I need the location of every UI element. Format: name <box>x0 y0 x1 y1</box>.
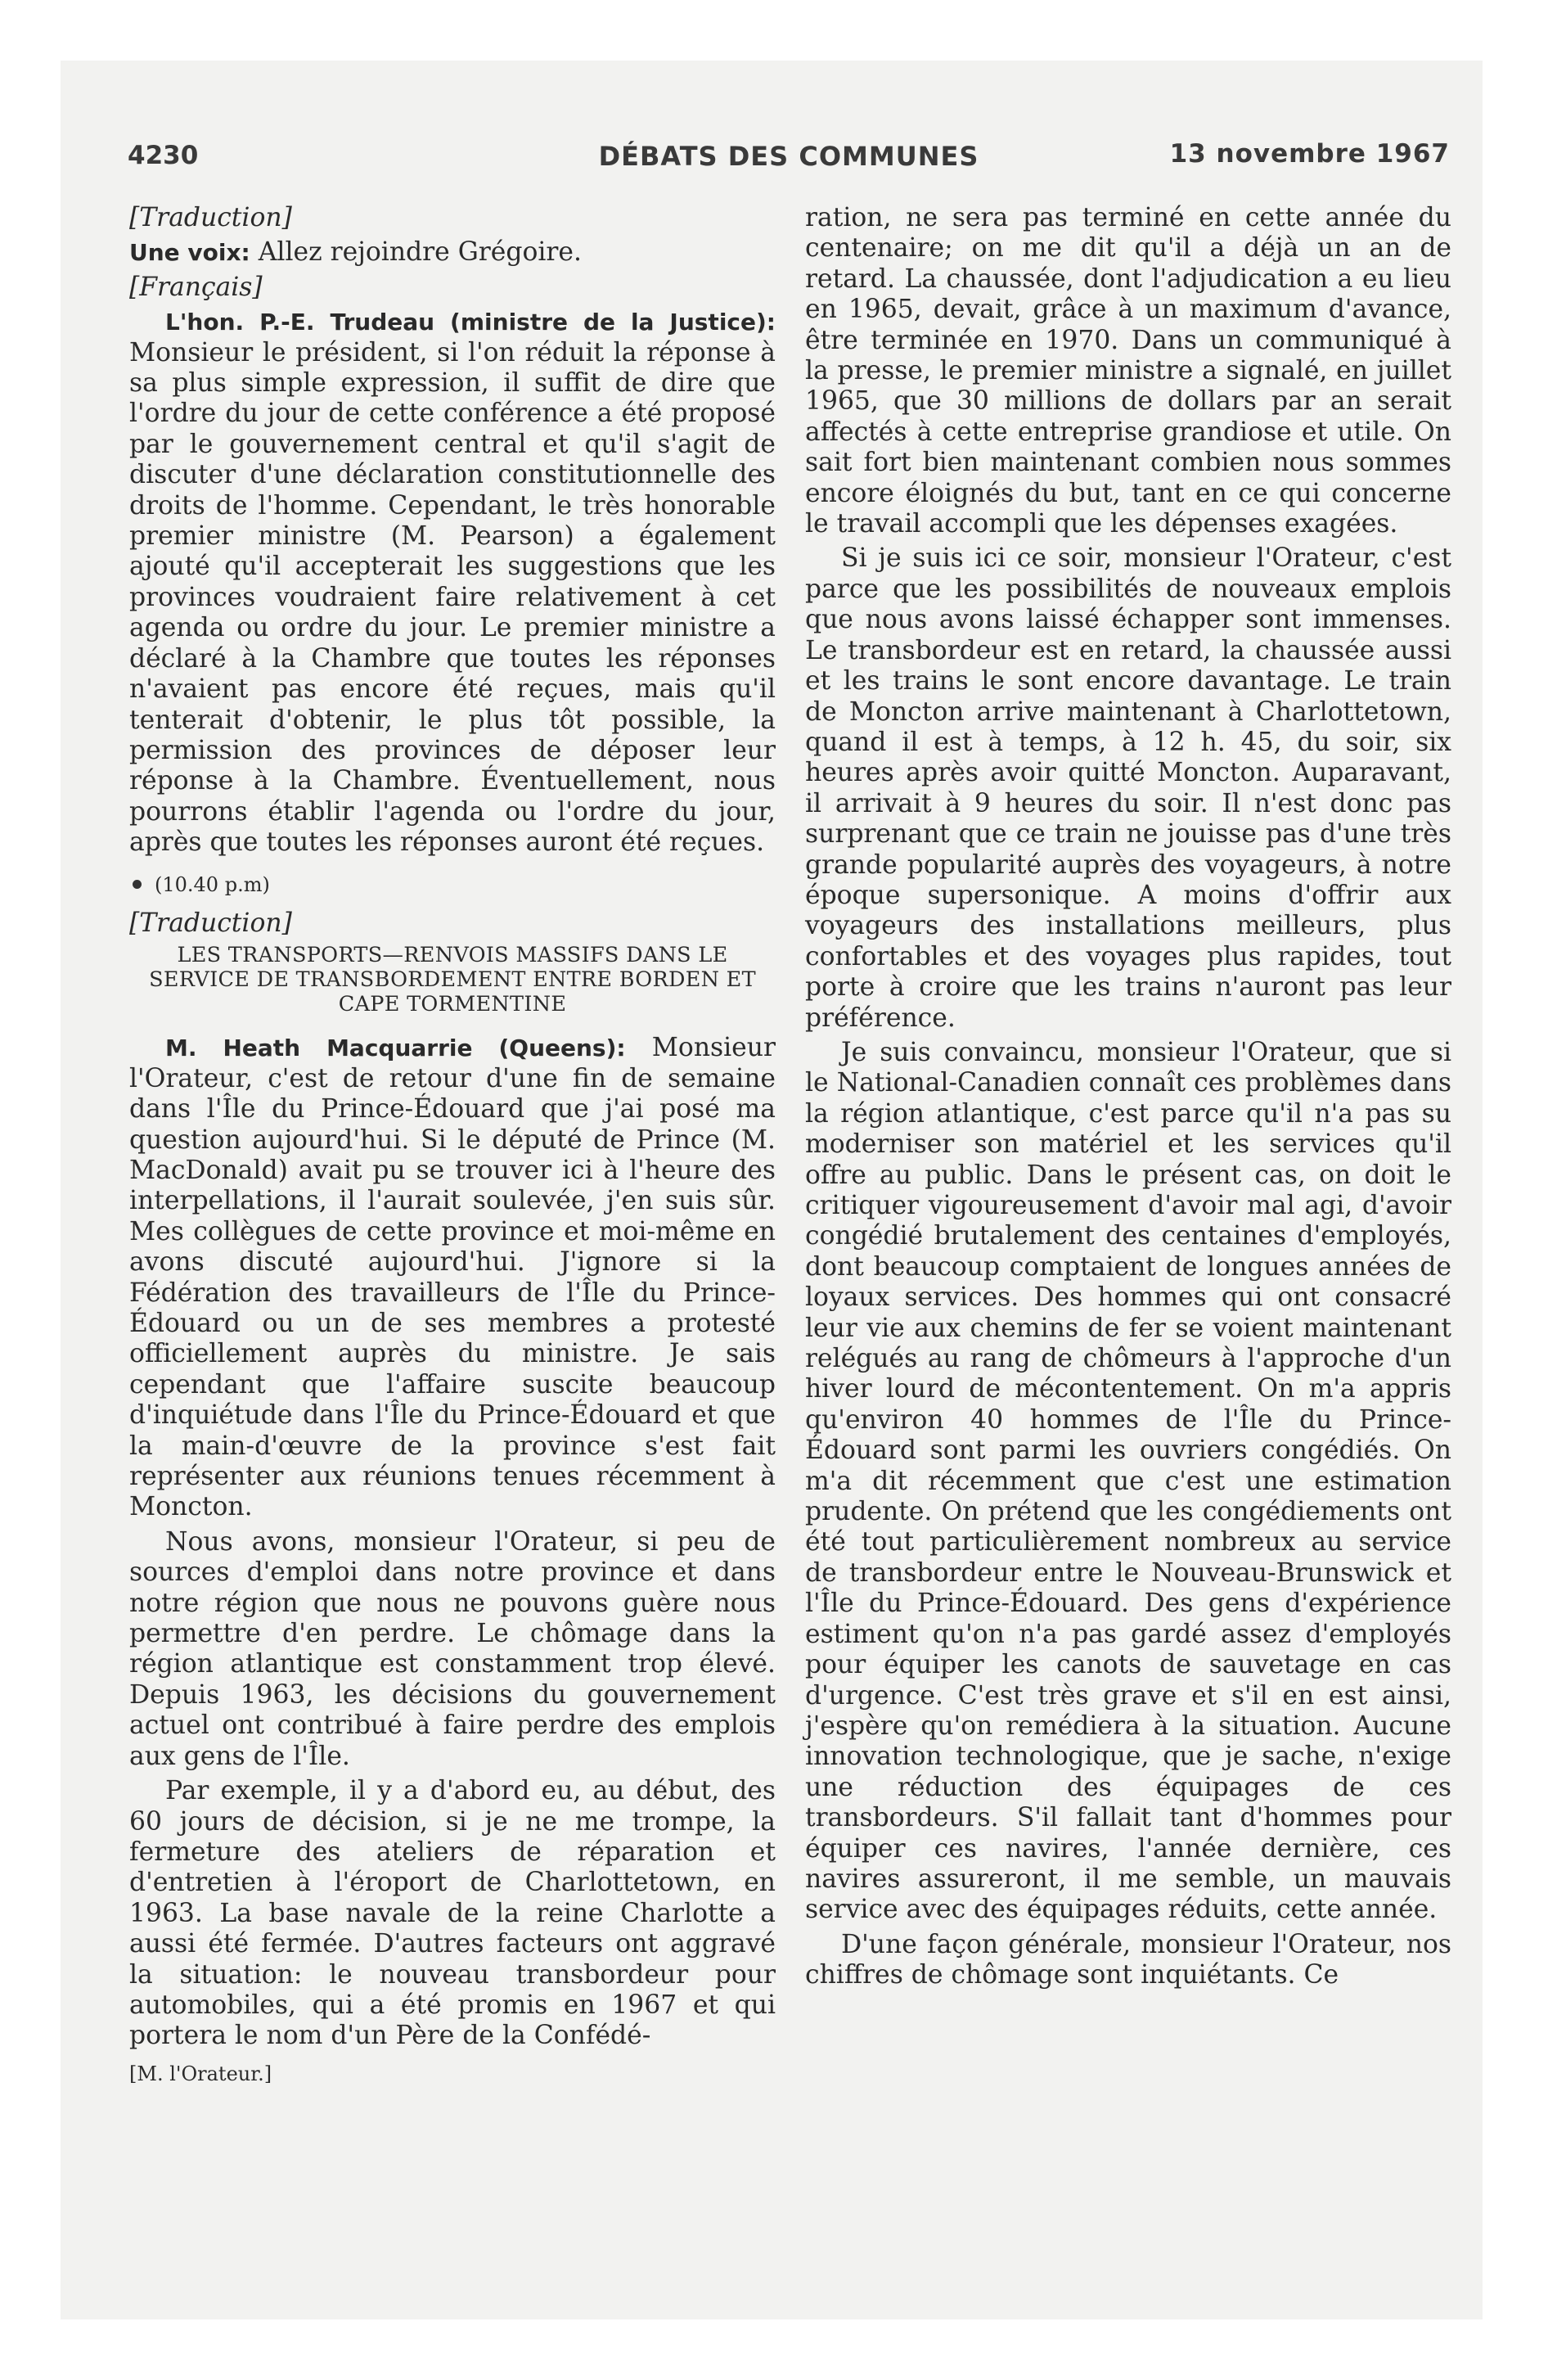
page-title: DÉBATS DES COMMUNES <box>598 141 979 172</box>
speaker-name: L'hon. P.-E. Trudeau (ministre de la Justice): <box>165 309 776 336</box>
section-label: [Français] <box>129 272 263 302</box>
bullet-icon <box>133 880 142 889</box>
page-date: 13 novembre 1967 <box>1169 139 1450 169</box>
speaker-name: Une voix: <box>129 239 250 267</box>
time-marker: (10.40 p.m) <box>129 870 776 900</box>
page-number: 4230 <box>128 141 199 170</box>
page-header <box>128 137 1450 178</box>
paragraph: D'une façon générale, monsieur l'Orateur, nos chiffres de chômage sont inquiétants. Ce <box>805 1929 1451 1990</box>
speech-macquarrie: M. Heath Macquarrie (Queens): Monsieur l'Orateur, c'est de retour d'une fin de semaine dans l'Île du Prince-Édouard que j'ai posé ma question aujourd'hui. Si le député de Prince (M. MacDonald) avait pu se trouver ici à l'heure des interpellations, il l'aurait soulevée, j'en suis sûr. Mes collègues de cette province et moi-même en avons discuté aujourd'hui. J'ignore si la Fédération des travailleurs de l'Île du Prince-Édouard ou un de ses membres a protesté officiellement auprès du ministre. Je sais cependant que l'affaire suscite beaucoup d'inquiétude dans l'Île du Prince-Édouard et que la main-d'œuvre de la province s'est fait représenter aux réunions tenues récemment à Moncton. <box>129 1033 776 1522</box>
footer-note: [M. l'Orateur.] <box>129 2062 272 2085</box>
paragraph: Si je suis ici ce soir, monsieur l'Orateur, c'est parce que les possibilités de nouveaux emplois que nous avons laissé échapper sont immenses. Le transbordeur est en retard, la chaussée aussi et les trains le sont encore davantage. Le train de Moncton arrive maintenant à Charlottetown, quand il est à temps, à 12 h. 45, du soir, six heures après avoir quitté Moncton. Auparavant, il arrivait à 9 heures du soir. Il n'est donc pas surprenant que ce train ne jouisse pas d'une très grande popularité auprès des voyageurs, à notre époque supersonique. A moins d'offrir aux voyageurs des installations meilleurs, plus confortables et des voyages plus rapides, tout porte à croire que les trains n'auront pas leur préférence. <box>805 543 1451 1033</box>
section-label: [Traduction] <box>129 203 292 232</box>
speech-trudeau: L'hon. P.-E. Trudeau (ministre de la Justice): Monsieur le président, si l'on réduit la réponse à sa plus simple expression, il suffit de dire que l'ordre du jour de cette conférence a été proposé par le gouvernement central et qu'il s'agit de discuter d'une déclaration constitutionnelle des droits de l'homme. Cependant, le très honorable premier ministre (M. Pearson) a également ajouté qu'il accepterait les suggestions que les provinces voudraient faire relativement à cet agenda ou ordre du jour. Le premier ministre a déclaré à la Chambre que toutes les réponses n'avaient pas encore été reçues, mais qu'il tenterait d'obtenir, le plus tôt possible, la permission des provinces de déposer leur réponse à la Chambre. Éventuellement, nous pourrons établir l'agenda ou l'ordre du jour, après que toutes les réponses auront été reçues. <box>129 309 776 858</box>
paragraph: Nous avons, monsieur l'Orateur, si peu de sources d'emploi dans notre province et dans notre région que nous ne pouvons guère nous permettre d'en perdre. Le chômage dans la région atlantique est constamment trop élevé. Depuis 1963, les décisions du gouvernement actuel ont contribué à faire perdre des emplois aux gens de l'Île. <box>129 1526 776 1771</box>
section-label: [Traduction] <box>129 908 292 938</box>
paragraph: Par exemple, il y a d'abord eu, au début, des 60 jours de décision, si je ne me trompe, la fermeture des ateliers de réparation et d'entretien à l'éroport de Charlottetown, en 1963. La base navale de la reine Charlotte a aussi été fermée. D'autres facteurs ont aggravé la situation: le nouveau transbordeur pour automobiles, qui a été promis en 1967 et qui portera le nom d'un Père de la Confédé- <box>129 1776 776 2051</box>
speaker-name: M. Heath Macquarrie (Queens): <box>165 1034 626 1062</box>
speech-voix: Une voix: Allez rejoindre Grégoire. <box>129 237 582 268</box>
left-column <box>129 203 776 2086</box>
paragraph: Je suis convaincu, monsieur l'Orateur, que si le National-Canadien connaît ces problèmes dans la région atlantique, c'est parce qu'il n'a pas su moderniser son matériel et les services qu'il offre au public. Dans le présent cas, on doit le critiquer vigoureusement d'avoir mal agi, d'avoir congédié brutalement des centaines d'employés, dont beaucoup comptaient de longues années de loyaux services. Des hommes qui ont consacré leur vie aux chemins de fer se voient maintenant relégués au rang de chômeurs à l'approche d'un hiver lourd de mécontentement. On m'a appris qu'environ 40 hommes de l'Île du Prince-Édouard sont parmi les ouvriers congédiés. On m'a dit récemment que c'est une estimation prudente. On prétend que les congédiements ont été tout particulièrement nombreux au service de transbordeur entre le Nouveau-Brunswick et l'Île du Prince-Édouard. Des gens d'expérience estiment qu'on n'a pas gardé assez d'employés pour équiper les canots de sauvetage en cas d'urgence. C'est très grave et s'il en est ainsi, j'espère qu'on remédiera à la situation. Aucune innovation technologique, que je sache, n'exige une réduction des équipages de ces transbordeurs. S'il fallait tant d'hommes pour équiper ces navires, l'année dernière, ces navires assureront, il me semble, un mauvais service avec des équipages réduits, cette année. <box>805 1037 1451 1925</box>
section-heading: LES TRANSPORTS—RENVOIS MASSIFS DANS LE SERVICE DE TRANSBORDEMENT ENTRE BORDEN ET CAPE TORMENTINE <box>149 943 756 1017</box>
right-column <box>805 203 1451 1995</box>
paragraph: ration, ne sera pas terminé en cette année du centenaire; on me dit qu'il a déjà un an de retard. La chaussée, dont l'adjudication a eu lieu en 1965, devait, grâce à un maximum d'avance, être terminée en 1970. Dans un communiqué à la presse, le premier ministre a signalé, en juillet 1965, que 30 millions de dollars par an serait affectés à cette entreprise grandiose et utile. On sait fort bien maintenant combien nous sommes encore éloignés du but, tant en ce qui concerne le travail accompli que les dépenses exagées. <box>805 203 1451 539</box>
